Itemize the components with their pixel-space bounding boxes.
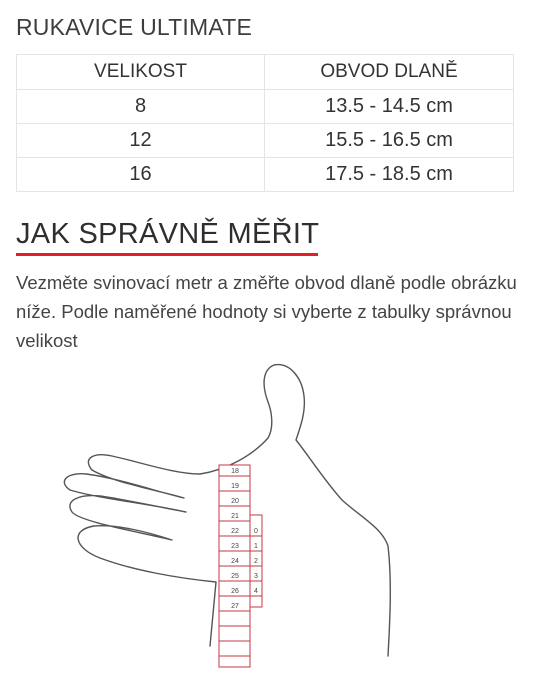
tape-tick-label: 19 [231,483,239,490]
tape-tick-label: 26 [231,588,239,595]
tape-tick-label: 27 [231,603,239,610]
product-title: RUKAVICE ULTIMATE [16,14,252,40]
tape-tick-label: 4 [254,588,258,595]
circumference-cell: 17.5 - 18.5 cm [265,158,514,192]
measure-heading: JAK SPRÁVNĚ MĚŘIT [16,218,320,250]
measure-instructions: Vezměte svinovací metr a změřte obvod dlaně podle obrázku níže. Podle naměřené hodnoty si vyberte z tabulky správnou velikost [16,272,517,351]
column-header-size: VELIKOST [17,55,265,90]
tape-tick-label: 21 [231,513,239,520]
tape-tick-label: 20 [231,498,239,505]
tape-tick-label: 22 [231,528,239,535]
tape-tick-label: 18 [231,468,239,475]
size-cell: 8 [17,90,265,124]
tape-tick-label: 3 [254,573,258,580]
tape-tick-label: 0 [254,528,258,535]
tape-tick-label: 25 [231,573,239,580]
tape-tick-label: 23 [231,543,239,550]
tape-tick-label: 1 [254,543,258,550]
table-header-row [17,55,514,90]
table-row [17,124,514,158]
heading-underline [16,253,318,256]
circumference-cell: 13.5 - 14.5 cm [265,90,514,124]
size-cell: 16 [17,158,265,192]
size-cell: 12 [17,124,265,158]
hand-measurement-illustration [0,360,540,686]
table-row [17,158,514,192]
tape-tick-label: 2 [254,558,258,565]
circumference-cell: 15.5 - 16.5 cm [265,124,514,158]
measuring-tape [219,465,262,667]
tape-tick-label: 24 [231,558,239,565]
table-row [17,90,514,124]
column-header-circumference: OBVOD DLANĚ [265,55,514,90]
size-table [16,54,514,192]
